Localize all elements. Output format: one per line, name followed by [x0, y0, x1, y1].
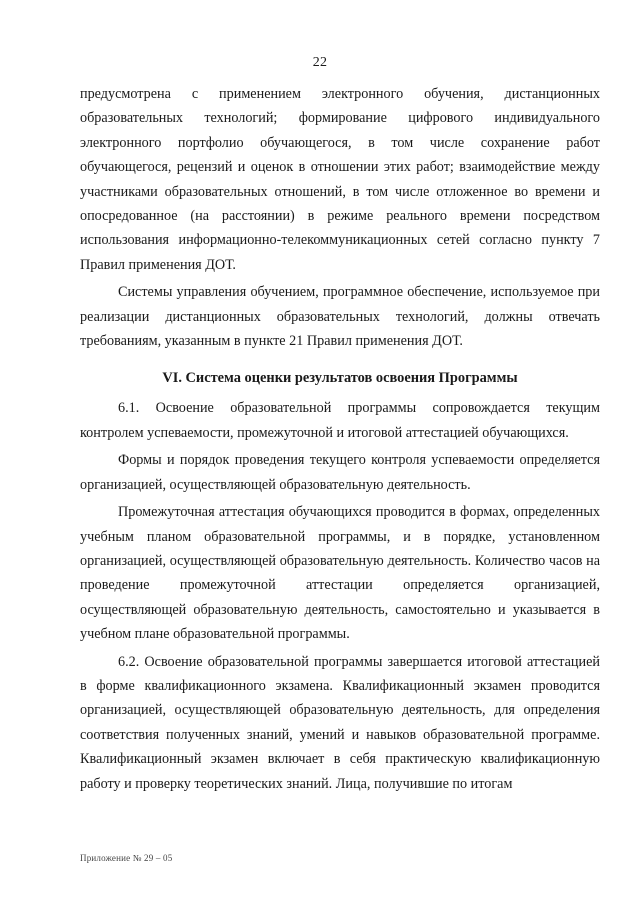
paragraph-6-2: 6.2. Освоение образовательной программы завершается итоговой аттестацией в форме квалификационного экзамена. Квалификационный экзамен проводится организацией, осуществляющей образовательную деятельность, для определения соответствия полученных знаний, умений и навыков образовательной программе. Квалификационный экзамен включает в себя практическую квалификационную работу и проверку теоретических знаний. Лица, получившие по итогам [80, 653, 600, 792]
paragraph-6-1: 6.1. Освоение образовательной программы сопровождается текущим контролем успеваемости, промежуточной и итоговой аттестацией обучающихся. [80, 400, 600, 441]
paragraph-intermediate-attestation: Промежуточная аттестация обучающихся проводится в формах, определенных учебным планом образовательной программы, и в порядке, установленном организацией, осуществляющей образовательную деятельность. Количество часов на проведение промежуточной аттестации определяется организацией, осуществляющей образовательную деятельность, самостоятельно и указывается в учебном плане образовательной программы. [80, 504, 600, 643]
paragraph-dot-usage: предусмотрена с применением электронного обучения, дистанционных образовательных технологий; формирование цифрового индивидуального электронного портфолио обучающегося, в том числе сохранение работ обучающегося, рецензий и оценок в отношении этих работ; взаимодействие между участниками образовательных отношений, в том числе отложенное во времени и опосредованное (на расстоянии) в режиме реального времени посредством использования информационно-телекоммуникационных сетей согласно пункту 7 Правил применения ДОТ. [80, 86, 600, 273]
page-number: 22 [312, 55, 328, 70]
paragraph-learning-systems: Системы управления обучением, программное обеспечение, используемое при реализации дистанционных образовательных технологий, должны отвечать требованиям, указанным в пункте 21 Правил применения ДОТ. [80, 284, 600, 350]
footer-annex-number: Приложение № 29 – 05 [80, 853, 173, 863]
section-heading-assessment: VI. Система оценки результатов освоения Программы [162, 370, 518, 387]
paragraph-current-control: Формы и порядок проведения текущего контроля успеваемости определяется организацией, осуществляющей образовательную деятельность. [80, 452, 600, 493]
document-body [80, 82, 600, 796]
